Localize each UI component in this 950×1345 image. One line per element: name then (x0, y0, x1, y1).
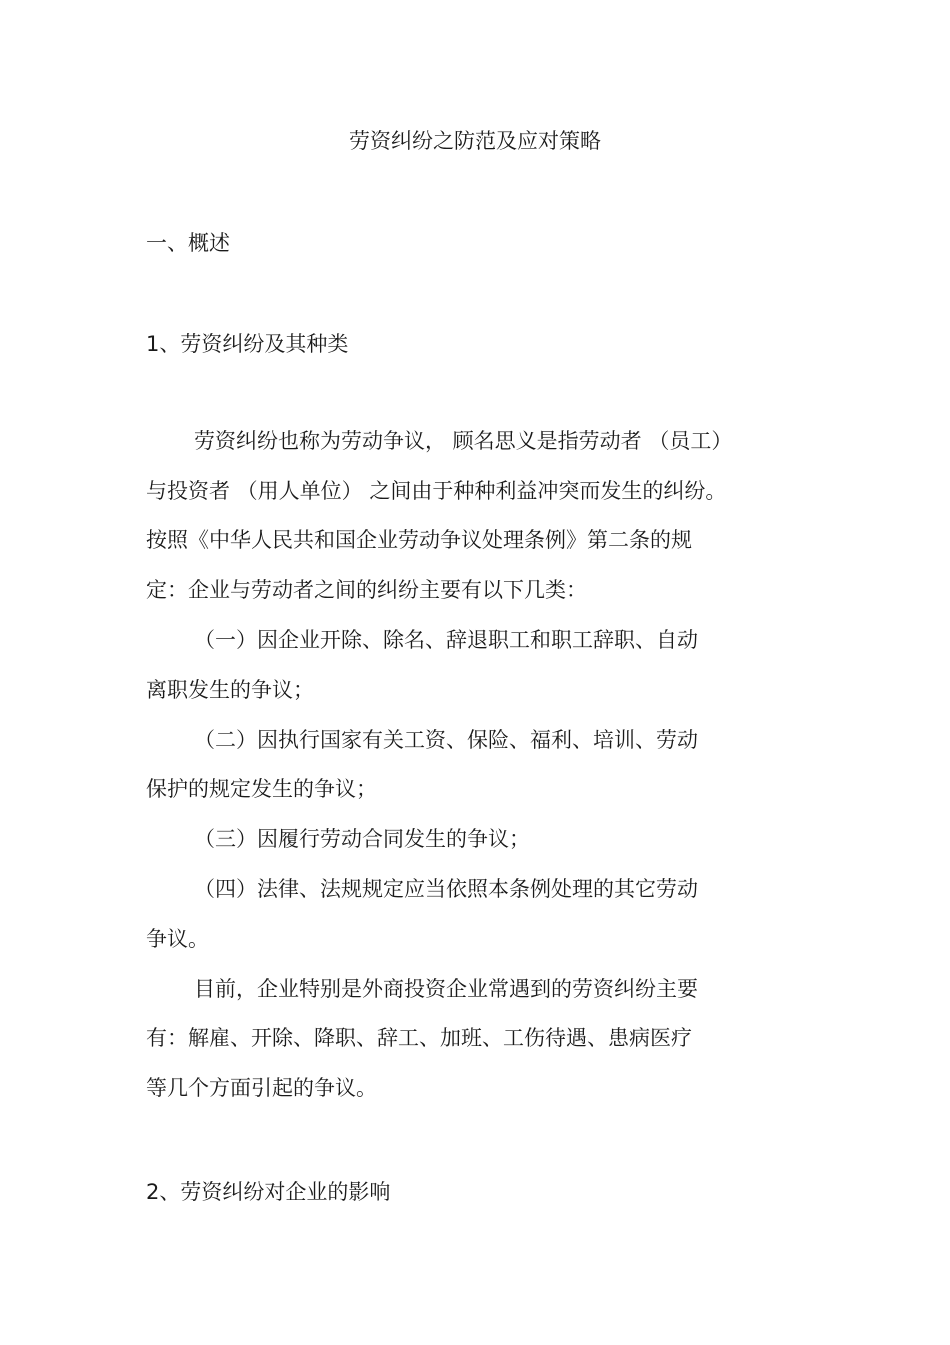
paragraph-line: 劳资纠纷也称为劳动争议， 顾名思义是指劳动者 （员工） (194, 429, 733, 453)
paragraph-line: 定：企业与劳动者之间的纠纷主要有以下几类： (146, 578, 587, 602)
paragraph-line: 有：解雇、开除、降职、辞工、加班、工伤待遇、患病医疗 (146, 1026, 692, 1050)
subsection-heading: 2、劳资纠纷对企业的影响 (146, 1180, 391, 1204)
list-item-line: 保护的规定发生的争议； (146, 777, 377, 801)
list-item-line: （二）因执行国家有关工资、保险、福利、培训、劳动 (194, 728, 698, 752)
list-item-line: 离职发生的争议； (146, 678, 314, 702)
paragraph-line: 目前，企业特别是外商投资企业常遇到的劳资纠纷主要 (194, 977, 698, 1001)
paragraph-line: 等几个方面引起的争议。 (146, 1076, 377, 1100)
list-item-line: 争议。 (146, 927, 209, 951)
section-heading: 一、概述 (146, 231, 230, 255)
paragraph-line: 按照《中华人民共和国企业劳动争议处理条例》第二条的规 (146, 528, 692, 552)
document-title: 劳资纠纷之防范及应对策略 (349, 129, 601, 153)
list-item-line: （三）因履行劳动合同发生的争议； (194, 827, 530, 851)
list-item-line: （一）因企业开除、除名、辞退职工和职工辞职、自动 (194, 628, 698, 652)
list-item-line: （四）法律、法规规定应当依照本条例处理的其它劳动 (194, 877, 698, 901)
subsection-heading: 1、劳资纠纷及其种类 (146, 332, 349, 356)
paragraph-line: 与投资者 （用人单位） 之间由于种种利益冲突而发生的纠纷。 (146, 479, 727, 503)
